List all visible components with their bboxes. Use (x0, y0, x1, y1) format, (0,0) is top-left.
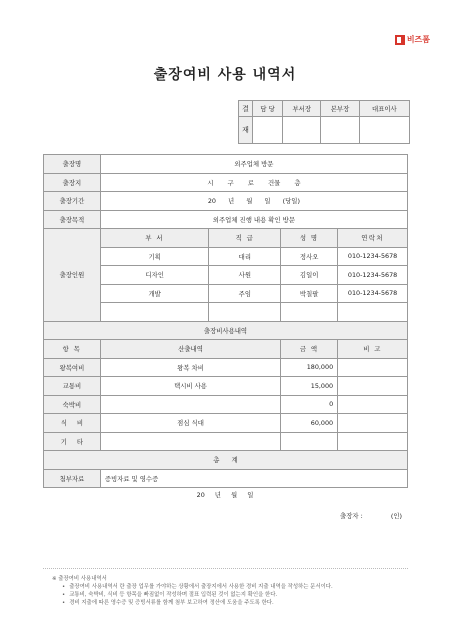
approval-role: 부서장 (283, 101, 321, 117)
trip-place-label: 출장지 (44, 173, 101, 192)
expense-note[interactable] (338, 358, 408, 377)
expense-total-label: 총 계 (44, 451, 408, 470)
expense-amount[interactable] (281, 432, 338, 451)
brand-logo (395, 34, 430, 45)
expense-note[interactable] (338, 414, 408, 433)
guide-notes (52, 575, 333, 607)
expense-item: 왕복여비 (44, 358, 101, 377)
expense-header: 비 고 (338, 340, 408, 359)
trip-place-value[interactable]: 시 구 로 건물 층 (100, 173, 407, 192)
expense-amount[interactable]: 180,000 (281, 358, 338, 377)
staff-cell[interactable]: 010-1234-5678 (338, 266, 408, 285)
trip-name-value[interactable]: 외주업체 방문 (100, 155, 407, 174)
staff-cell[interactable] (281, 303, 338, 322)
approval-signature-cell[interactable] (359, 117, 409, 144)
staff-cell[interactable]: 디자인 (100, 266, 209, 285)
staff-cell[interactable]: 010-1234-5678 (338, 284, 408, 303)
expense-amount[interactable]: 0 (281, 395, 338, 414)
staff-label: 출장인원 (44, 229, 101, 322)
staff-cell[interactable]: 주임 (209, 284, 281, 303)
approval-role: 본부장 (321, 101, 359, 117)
approval-signature-cell[interactable] (283, 117, 321, 144)
expense-amount[interactable]: 15,000 (281, 377, 338, 396)
expense-detail[interactable]: 점심 식대 (100, 414, 280, 433)
expense-item: 숙박비 (44, 395, 101, 414)
staff-header: 성 명 (281, 229, 338, 248)
expense-header: 산출내역 (100, 340, 280, 359)
staff-header: 직 급 (209, 229, 281, 248)
staff-header: 부 서 (100, 229, 209, 248)
staff-cell[interactable]: 정사오 (281, 247, 338, 266)
expense-note[interactable] (338, 377, 408, 396)
document-date[interactable]: 20 년 월 일 (196, 491, 254, 499)
staff-cell[interactable]: 대리 (209, 247, 281, 266)
staff-cell[interactable]: 김일이 (281, 266, 338, 285)
staff-header: 연락처 (338, 229, 408, 248)
staff-cell[interactable] (100, 303, 209, 322)
note-item: • 교통비, 숙박비, 식비 등 항목을 빠짐없이 작성하며 절표 입력된 것이 없는지 확인을 한다. (62, 591, 333, 599)
staff-cell[interactable]: 기획 (100, 247, 209, 266)
trip-period-value[interactable]: 20 년 월 일 (당일) (100, 192, 407, 211)
staff-cell[interactable]: 개발 (100, 284, 209, 303)
seal-mark[interactable]: (인) (390, 512, 402, 520)
expense-form-table (43, 154, 408, 488)
trip-purpose-label: 출장목적 (44, 210, 101, 229)
trip-period-label: 출장기간 (44, 192, 101, 211)
expense-note[interactable] (338, 432, 408, 451)
approval-role: 대표이사 (359, 101, 409, 117)
expense-section-title: 출장비사용내역 (44, 321, 408, 340)
staff-cell[interactable]: 010-1234-5678 (338, 247, 408, 266)
expense-header: 항 목 (44, 340, 101, 359)
approval-signature-cell[interactable] (321, 117, 359, 144)
expense-item: 식 비 (44, 414, 101, 433)
approval-role: 담 당 (253, 101, 283, 117)
attachments-label: 첨부자료 (44, 469, 101, 488)
staff-cell[interactable] (209, 303, 281, 322)
trip-name-label: 출장명 (44, 155, 101, 174)
staff-cell[interactable] (338, 303, 408, 322)
attachments-value[interactable]: 증빙자료 및 영수증 (100, 469, 407, 488)
approval-label-bottom: 재 (239, 117, 253, 144)
logo-icon (395, 35, 405, 45)
expense-detail[interactable] (100, 432, 280, 451)
approval-label-top: 결 (239, 101, 253, 117)
document-title: 출장여비 사용 내역서 (153, 67, 297, 83)
signer-line (340, 511, 402, 520)
expense-detail[interactable] (100, 395, 280, 414)
expense-item: 교통비 (44, 377, 101, 396)
trip-purpose-value[interactable]: 외주업체 진행 내용 확인 방문 (100, 210, 407, 229)
staff-cell[interactable]: 사원 (209, 266, 281, 285)
note-item: • 경비 지출에 따른 영수증 및 증빙서류를 함께 첨부 보고하여 정산에 도움을 주도록 한다. (62, 599, 333, 607)
expense-note[interactable] (338, 395, 408, 414)
expense-item: 기 타 (44, 432, 101, 451)
note-item: • 출장여비 사용내역서 란 출장 업무를 가야하는 상황에서 출장지에서 사용한 경비 지출 내역을 작성하는 문서이다. (62, 583, 333, 591)
divider (43, 568, 408, 569)
approval-box (238, 100, 410, 144)
expense-amount[interactable]: 60,000 (281, 414, 338, 433)
approval-signature-cell[interactable] (253, 117, 283, 144)
expense-detail[interactable]: 왕복 차비 (100, 358, 280, 377)
expense-detail[interactable]: 택시비 사용 (100, 377, 280, 396)
signer-label: 출장자 : (340, 512, 363, 520)
logo-text: 비즈폼 (406, 35, 430, 44)
expense-header: 금 액 (281, 340, 338, 359)
notes-heading: ※ 출장여비 사용내역서 (52, 576, 107, 582)
staff-cell[interactable]: 박칠팔 (281, 284, 338, 303)
